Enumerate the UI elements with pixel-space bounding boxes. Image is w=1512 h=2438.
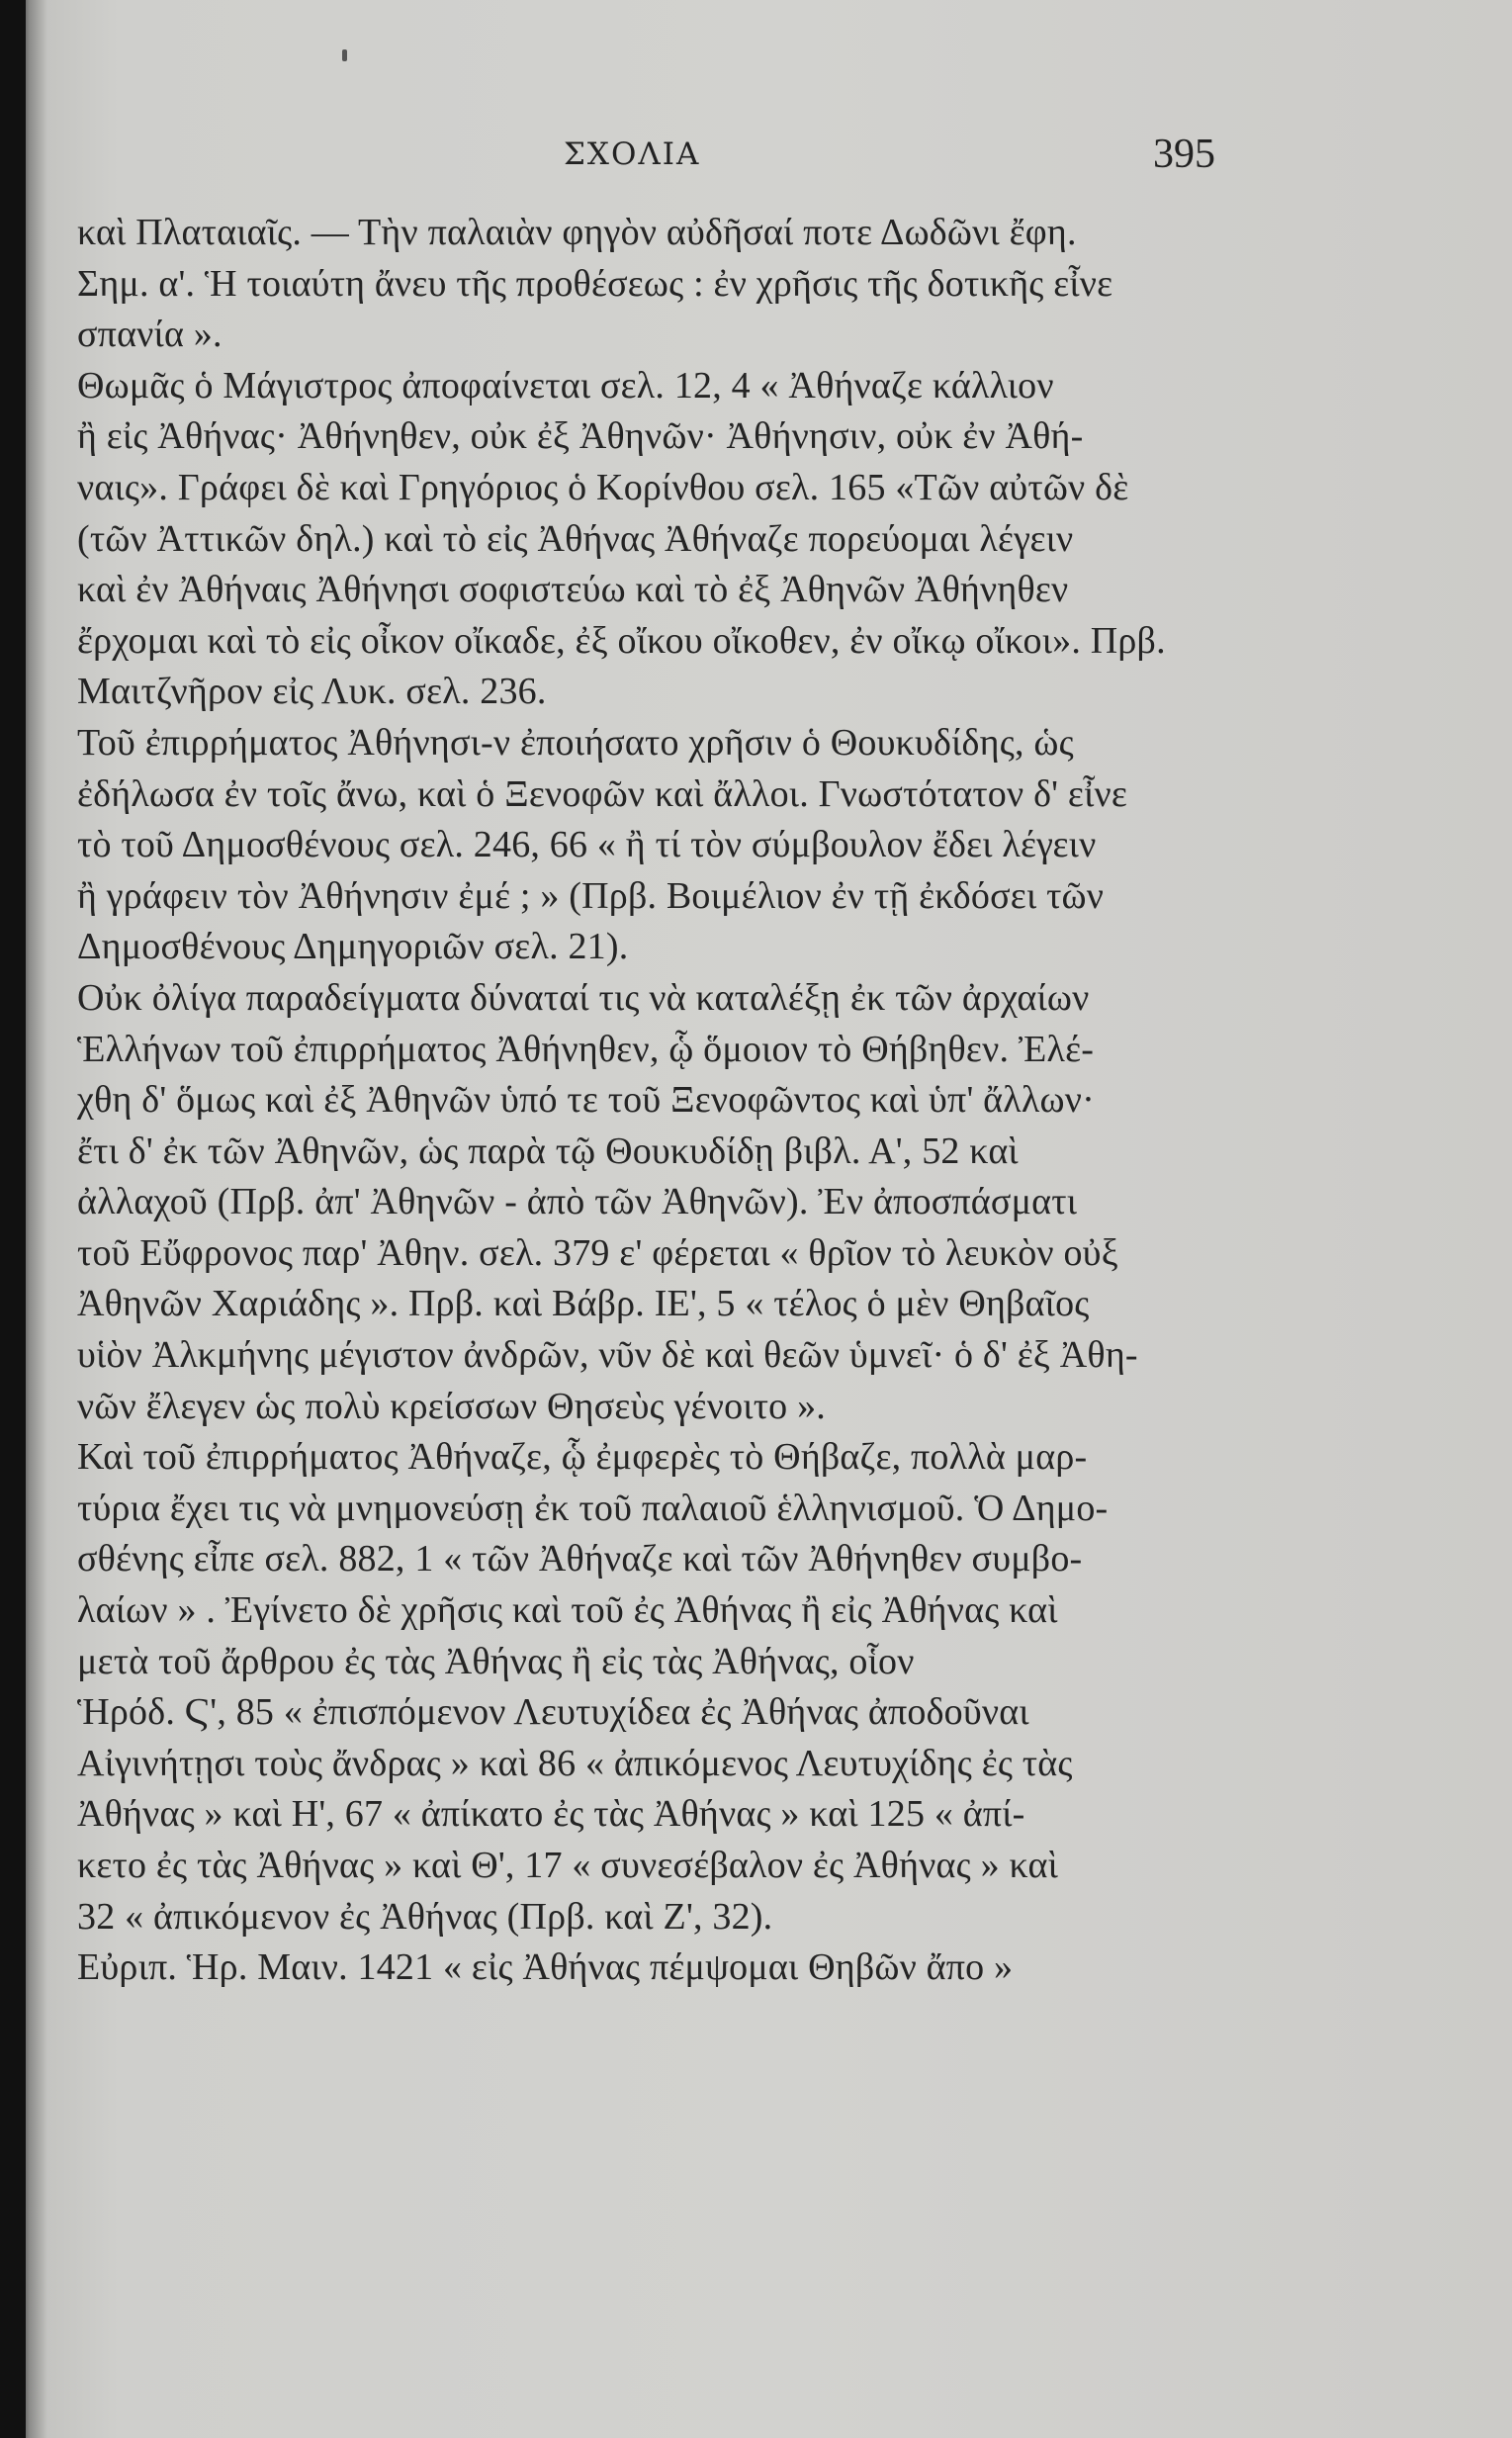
text-line: τὸ τοῦ Δημοσθένους σελ. 246, 66 « ἢ τί τὸν σύμβουλον ἔδει λέγειν bbox=[77, 824, 1097, 866]
text-line: νῶν ἔλεγεν ὡς πολὺ κρείσσων Θησεὺς γένοιτο ». bbox=[77, 1385, 826, 1427]
text-line: (τῶν Ἀττικῶν δηλ.) καὶ τὸ εἰς Ἀθήνας Ἀθήναζε πορεύομαι λέγειν bbox=[77, 517, 1074, 560]
binding-shadow bbox=[0, 0, 26, 2438]
text-line: καὶ Πλαταιαῖς. — Τὴν παλαιὰν φηγὸν αὐδῆσαί ποτε Δωδῶνι ἔφη. bbox=[77, 212, 1077, 253]
text-line: ἔρχομαι καὶ τὸ εἰς οἶκον οἴκαδε, ἐξ οἴκου οἴκοθεν, ἐν οἴκῳ οἴκοι». Πρβ. bbox=[77, 619, 1166, 662]
text-line: Αἰγινήτῃσι τοὺς ἄνδρας » καὶ 86 « ἀπικόμενος Λευτυχίδης ἐς τὰς bbox=[77, 1742, 1073, 1784]
text-line: σπανία ». bbox=[77, 314, 222, 356]
text-line: Οὐκ ὀλίγα παραδείγματα δύναταί τις νὰ καταλέξῃ ἐκ τῶν ἀρχαίων bbox=[77, 976, 1090, 1019]
text-line: Δημοσθένους Δημηγοριῶν σελ. 21). bbox=[77, 926, 629, 968]
text-line: 32 « ἀπικόμενον ἐς Ἀθήνας (Πρβ. καὶ Ζ', 32). bbox=[77, 1895, 773, 1938]
text-line: λαίων » . Ἐγίνετο δὲ χρῆσις καὶ τοῦ ἐς Ἀθήνας ἢ εἰς Ἀθήνας καὶ bbox=[77, 1589, 1058, 1632]
text-line: Ἑλλήνων τοῦ ἐπιρρήματος Ἀθήνηθεν, ᾧ ὅμοιον τὸ Θήβηθεν. Ἐλέ- bbox=[77, 1028, 1095, 1070]
text-line: μετὰ τοῦ ἄρθρου ἐς τὰς Ἀθήνας ἢ εἰς τὰς Ἀθήνας, οἷον bbox=[77, 1640, 915, 1682]
text-line: Καὶ τοῦ ἐπιρρήματος Ἀθήναζε, ᾧ ἐμφερὲς τὸ Θήβαζε, πολλὰ μαρ- bbox=[77, 1436, 1088, 1479]
body-text bbox=[77, 208, 1234, 1994]
text-line: Εὐριπ. Ἡρ. Μαιν. 1421 « εἰς Ἀθήνας πέμψομαι Θηβῶν ἄπο » bbox=[77, 1946, 1014, 1989]
text-line: ἢ εἰς Ἀθήνας· Ἀθήνηθεν, οὐκ ἐξ Ἀθηνῶν· Ἀθήνησιν, οὐκ ἐν Ἀθή- bbox=[77, 415, 1084, 458]
text-line: Σημ. α'. Ἡ τοιαύτη ἄνευ τῆς προθέσεως : ἐν χρῆσις τῆς δοτικῆς εἶνε bbox=[77, 262, 1113, 305]
text-line: Ἀθήνας » καὶ Η', 67 « ἀπίκατο ἐς τὰς Ἀθήνας » καὶ 125 « ἀπί- bbox=[77, 1793, 1025, 1836]
text-line: τοῦ Εὔφρονος παρ' Ἀθην. σελ. 379 ε' φέρεται « θρῖον τὸ λευκὸν οὐξ bbox=[77, 1231, 1118, 1274]
text-line: καὶ ἐν Ἀθήναις Ἀθήνησι σοφιστεύω καὶ τὸ ἐξ Ἀθηνῶν Ἀθήνηθεν bbox=[77, 569, 1069, 611]
text-line: ἢ γράφειν τὸν Ἀθήνησιν ἐμέ ; » (Πρβ. Βοιμέλιον ἐν τῇ ἐκδόσει τῶν bbox=[77, 874, 1105, 917]
text-line: κετο ἐς τὰς Ἀθήνας » καὶ Θ', 17 « συνεσέβαλον ἐς Ἀθήνας » καὶ bbox=[77, 1845, 1059, 1886]
running-title: ΣΧΟΛΙΑ bbox=[564, 136, 701, 172]
text-line: ἐδήλωσα ἐν τοῖς ἄνω, καὶ ὁ Ξενοφῶν καὶ ἄλλοι. Γνωστότατον δ' εἶνε bbox=[77, 772, 1128, 815]
text-line: υἱὸν Ἀλκμήνης μέγιστον ἀνδρῶν, νῦν δὲ καὶ θεῶν ὑμνεῖ· ὁ δ' ἐξ Ἀθη- bbox=[77, 1334, 1138, 1377]
ink-speck bbox=[342, 49, 347, 61]
text-line: ἔτι δ' ἐκ τῶν Ἀθηνῶν, ὡς παρὰ τῷ Θουκυδίδῃ βιβλ. Α', 52 καὶ bbox=[77, 1129, 1019, 1172]
page-header bbox=[0, 132, 1512, 186]
text-line: ἀλλαχοῦ (Πρβ. ἀπ' Ἀθηνῶν - ἀπὸ τῶν Ἀθηνῶν). Ἐν ἀποσπάσματι bbox=[77, 1181, 1078, 1223]
text-line: τύρια ἔχει τις νὰ μνημονεύσῃ ἐκ τοῦ παλαιοῦ ἑλληνισμοῦ. Ὁ Δημο- bbox=[77, 1487, 1109, 1529]
text-line: Ἀθηνῶν Χαριάδης ». Πρβ. καὶ Βάβρ. ΙΕ', 5 « τέλος ὁ μὲν Θηβαῖος bbox=[77, 1283, 1090, 1325]
page-number: 395 bbox=[1153, 132, 1215, 177]
text-line: Μαιτζνῆρον εἰς Λυκ. σελ. 236. bbox=[77, 671, 547, 713]
text-line: σθένης εἶπε σελ. 882, 1 « τῶν Ἀθήναζε καὶ τῶν Ἀθήνηθεν συμβο- bbox=[77, 1538, 1083, 1580]
text-line: Τοῦ ἐπιρρήματος Ἀθήνησι-ν ἐποιήσατο χρῆσιν ὁ Θουκυδίδης, ὡς bbox=[77, 721, 1074, 764]
text-line: χθη δ' ὅμως καὶ ἐξ Ἀθηνῶν ὑπό τε τοῦ Ξενοφῶντος καὶ ὑπ' ἄλλων· bbox=[77, 1079, 1095, 1122]
text-line: ναις». Γράφει δὲ καὶ Γρηγόριος ὁ Κορίνθου σελ. 165 «Τῶν αὐτῶν δὲ bbox=[77, 466, 1129, 508]
text-line: Ἡρόδ. Ϛ', 85 « ἐπισπόμενον Λευτυχίδεα ἐς Ἀθήνας ἀποδοῦναι bbox=[77, 1691, 1029, 1734]
text-line: Θωμᾶς ὁ Μάγιστρος ἀποφαίνεται σελ. 12, 4 « Ἀθήναζε κάλλιον bbox=[77, 364, 1054, 406]
